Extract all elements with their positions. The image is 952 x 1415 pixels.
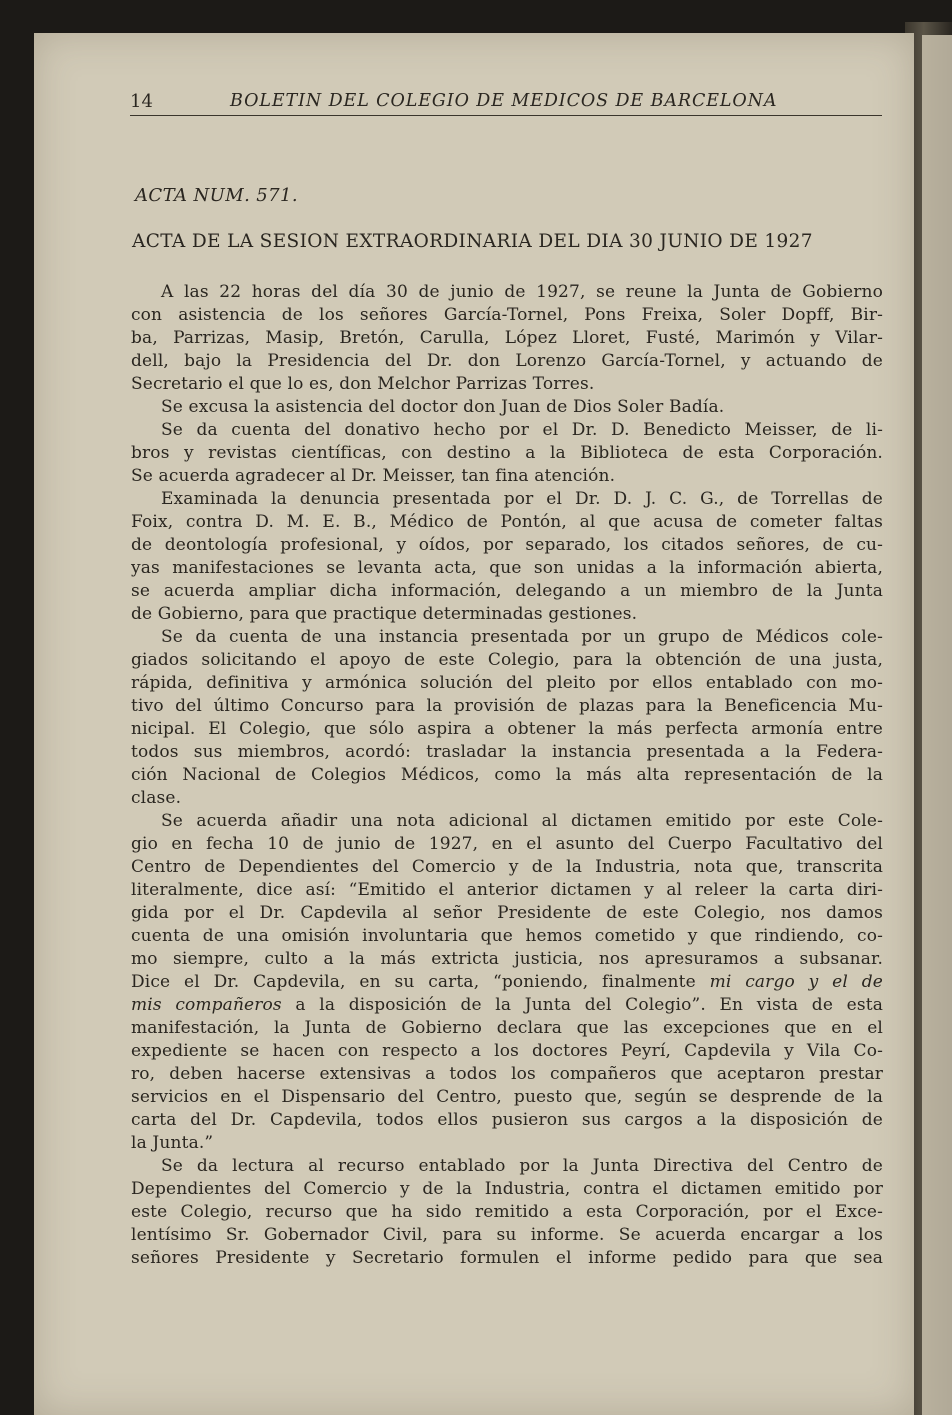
text-line: se acuerda ampliar dicha información, delegando a un miembro de la Junta <box>131 581 883 601</box>
text-line: la Junta.” <box>131 1133 214 1153</box>
text-line: nicipal. El Colegio, que sólo aspira a obtener la más perfecta armonía entre <box>131 719 883 739</box>
next-page-edge <box>922 35 952 1415</box>
text-line: gida por el Dr. Capdevila al señor Presidente de este Colegio, nos damos <box>131 903 883 923</box>
text-line: lentísimo Sr. Gobernador Civil, para su informe. Se acuerda encargar a los <box>131 1225 883 1245</box>
text-line: Se acuerda añadir una nota adicional al dictamen emitido por este Cole- <box>161 811 883 831</box>
text-line: Foix, contra D. M. E. B., Médico de Pontón, al que acusa de cometer faltas <box>131 512 883 532</box>
text-line: gio en fecha 10 de junio de 1927, en el asunto del Cuerpo Facultativo del <box>131 834 883 854</box>
text-line-mixed <box>131 971 883 994</box>
italic-fragment: mis compañeros <box>131 995 282 1015</box>
text-line: giados solicitando el apoyo de este Colegio, para la obtención de una justa, <box>131 650 883 670</box>
text-line: A las 22 horas del día 30 de junio de 1927, se reune la Junta de Gobierno <box>161 282 883 302</box>
italic-fragment: mi cargo y el de <box>709 972 883 992</box>
page-number: 14 <box>130 91 153 112</box>
session-title: ACTA DE LA SESION EXTRAORDINARIA DEL DIA 30 JUNIO DE 1927 <box>132 231 813 252</box>
text-line: yas manifestaciones se levanta acta, que son unidas a la información abierta, <box>131 558 883 578</box>
text-line: todos sus miembros, acordó: trasladar la instancia presentada a la Federa- <box>131 742 883 762</box>
text-line: Se da cuenta del donativo hecho por el Dr. D. Benedicto Meisser, de li- <box>161 420 883 440</box>
text-line: ro, deben hacerse extensivas a todos los compañeros que aceptaron prestar <box>131 1064 883 1084</box>
text-line: ción Nacional de Colegios Médicos, como la más alta representación de la <box>131 765 883 785</box>
text-line: carta del Dr. Capdevila, todos ellos pusieron sus cargos a la disposición de <box>131 1110 883 1130</box>
text-line: cuenta de una omisión involuntaria que hemos cometido y que rindiendo, co- <box>131 926 883 946</box>
text-fragment: a la disposición de la Junta del Colegio”. En vista de esta <box>295 995 883 1015</box>
text-line: literalmente, dice así: “Emitido el anterior dictamen y al releer la carta diri- <box>131 880 883 900</box>
text-line: expediente se hacen con respecto a los doctores Peyrí, Capdevila y Vila Co- <box>131 1041 883 1061</box>
document-page <box>34 33 914 1415</box>
text-line: mo siempre, culto a la más extricta justicia, nos apresuramos a subsanar. <box>131 949 883 969</box>
text-fragment: Dice el Dr. Capdevila, en su carta, “poniendo, finalmente <box>131 972 696 992</box>
journal-title: BOLETIN DEL COLEGIO DE MEDICOS DE BARCELONA <box>230 91 778 111</box>
acta-number: ACTA NUM. 571. <box>135 185 298 206</box>
minutes-body <box>131 281 883 1270</box>
text-line: señores Presidente y Secretario formulen el informe pedido para que sea <box>131 1248 883 1268</box>
text-line: de deontología profesional, y oídos, por separado, los citados señores, de cu- <box>131 535 883 555</box>
text-line: dell, bajo la Presidencia del Dr. don Lorenzo García-Tornel, y actuando de <box>131 351 883 371</box>
text-line: clase. <box>131 788 182 808</box>
text-line: este Colegio, recurso que ha sido remitido a esta Corporación, por el Exce- <box>131 1202 883 1222</box>
text-line: rápida, definitiva y armónica solución del pleito por ellos entablado con mo- <box>131 673 883 693</box>
text-line: servicios en el Dispensario del Centro, puesto que, según se desprende de la <box>131 1087 883 1107</box>
text-line: manifestación, la Junta de Gobierno declara que las excepciones que en el <box>131 1018 883 1038</box>
text-line: Se excusa la asistencia del doctor don Juan de Dios Soler Badía. <box>161 397 725 417</box>
text-line: Dependientes del Comercio y de la Industria, contra el dictamen emitido por <box>131 1179 883 1199</box>
text-line: con asistencia de los señores García-Tornel, Pons Freixa, Soler Dopff, Bir- <box>131 305 883 325</box>
text-line: Examinada la denuncia presentada por el Dr. D. J. C. G., de Torrellas de <box>161 489 883 509</box>
text-line: Se da lectura al recurso entablado por la Junta Directiva del Centro de <box>161 1156 883 1176</box>
text-line: tivo del último Concurso para la provisión de plazas para la Beneficencia Mu- <box>131 696 883 716</box>
text-line: Centro de Dependientes del Comercio y de la Industria, nota que, transcrita <box>131 857 883 877</box>
text-line: ba, Parrizas, Masip, Bretón, Carulla, López Lloret, Fusté, Marimón y Vilar- <box>131 328 883 348</box>
text-line-mixed <box>131 994 883 1017</box>
text-line: bros y revistas científicas, con destino a la Biblioteca de esta Corporación. <box>131 443 883 463</box>
text-line: de Gobierno, para que practique determinadas gestiones. <box>131 604 638 624</box>
text-line: Secretario el que lo es, don Melchor Parrizas Torres. <box>131 374 595 394</box>
text-line: Se acuerda agradecer al Dr. Meisser, tan fina atención. <box>131 466 616 486</box>
running-header <box>130 87 882 116</box>
text-line: Se da cuenta de una instancia presentada por un grupo de Médicos cole- <box>161 627 883 647</box>
